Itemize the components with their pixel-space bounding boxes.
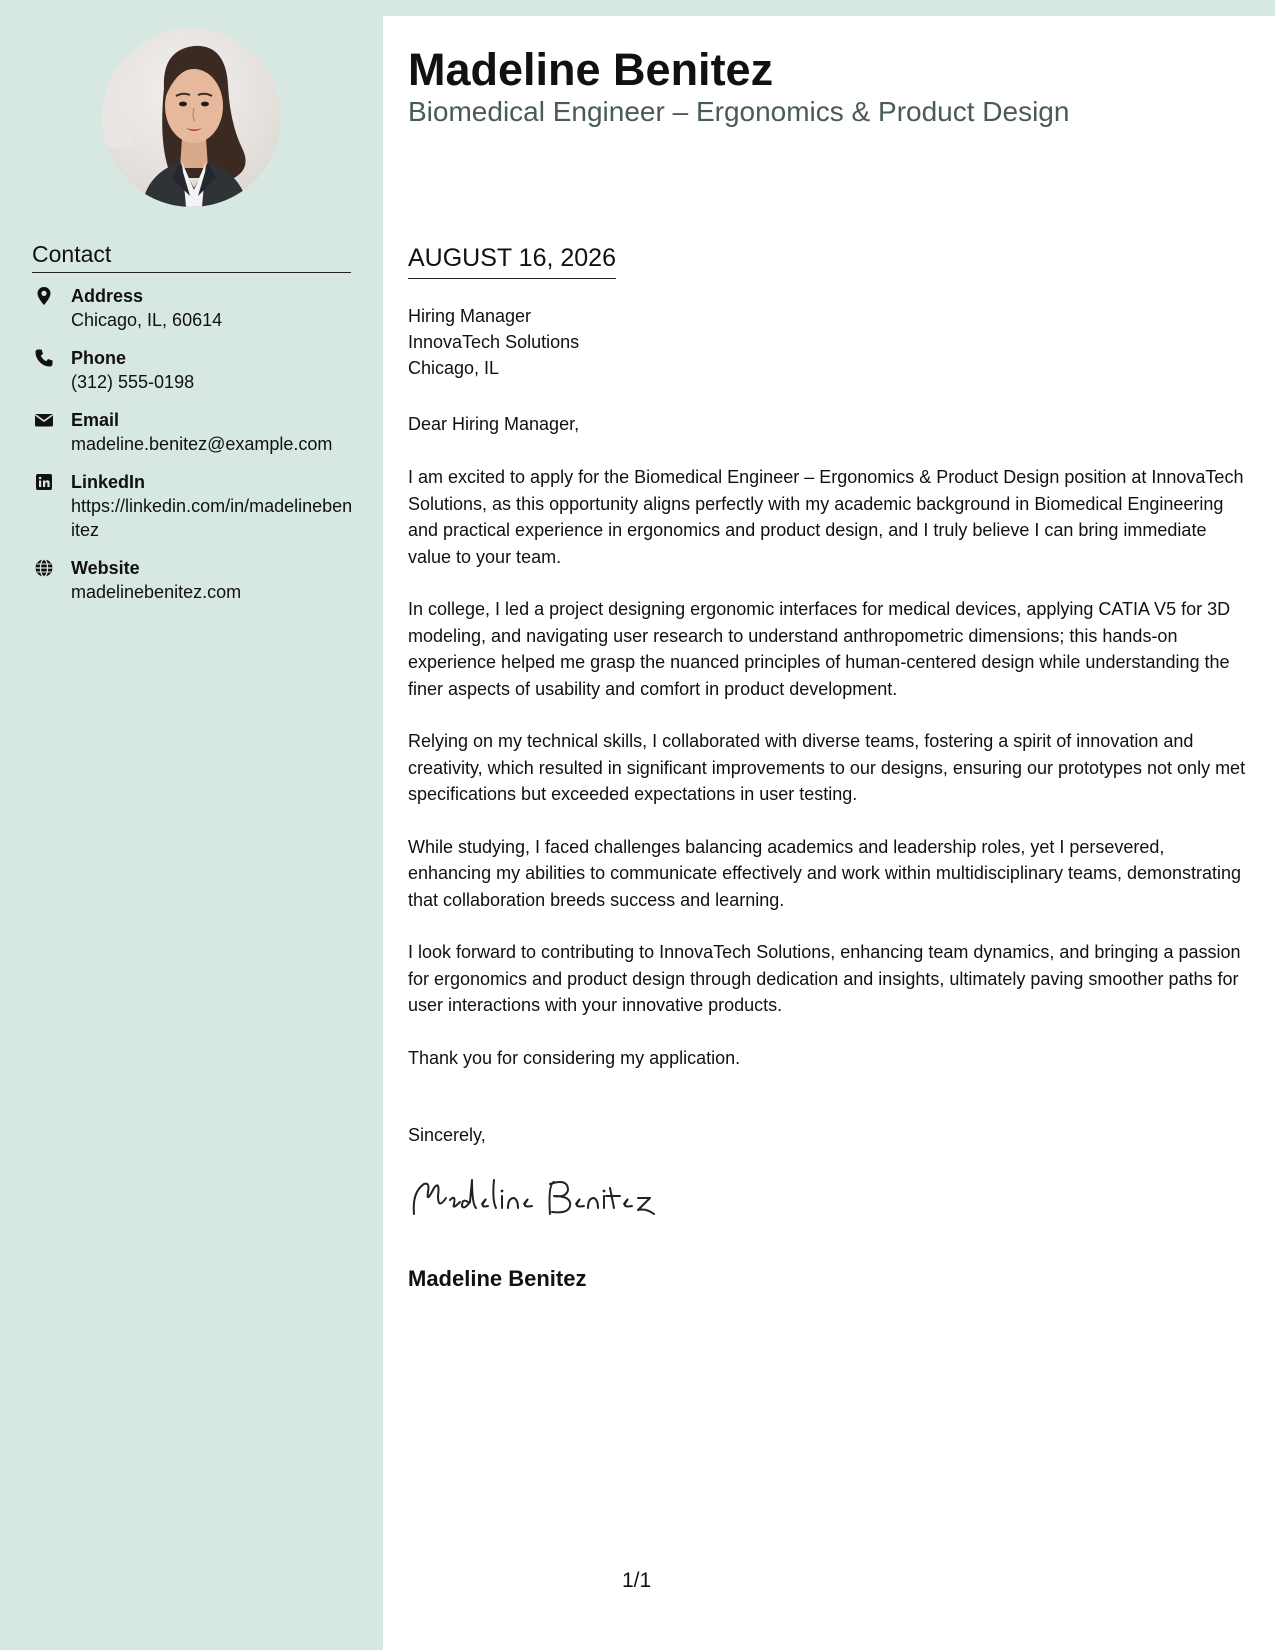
contact-label: Email — [71, 410, 120, 430]
contact-list — [32, 284, 362, 618]
body-paragraph: In college, I led a project designing ergonomic interfaces for medical devices, applying CATIA V5 for 3D modeling, and navigating user research to understand anthropometric dimensions; this hands-on experience helped me grasp the nuanced principles of human-centered design while understanding the finer aspects of usability and comfort in product development. — [408, 599, 1231, 699]
handwritten-signature — [408, 1174, 678, 1224]
envelope-icon — [34, 410, 54, 430]
address-value: Chicago, IL, 60614 — [71, 310, 223, 330]
phone-value: (312) 555-0198 — [71, 372, 195, 392]
contact-heading: Contact — [32, 240, 351, 273]
body-paragraph: While studying, I faced challenges balancing academics and leadership roles, yet I persevered, enhancing my abilities to communicate effectively and work within multidisciplinary teams, demonstrating that collaboration breeds success and learning. — [408, 836, 1242, 910]
body-paragraph: I am excited to apply for the Biomedical Engineer – Ergonomics & Product Design position at InnovaTech Solutions, as this opportunity aligns perfectly with my academic background in Biomedical Engineering and practical experience in ergonomics and product design, and I truly believe I can bring immediate value to your team. — [408, 467, 1244, 567]
contact-label: Website — [71, 558, 140, 578]
contact-item-email — [32, 408, 362, 456]
portrait-illustration — [102, 28, 281, 207]
contact-label: Address — [71, 286, 144, 306]
top-accent-strip — [0, 0, 1275, 16]
globe-icon — [34, 558, 54, 578]
contact-item-website — [32, 556, 362, 604]
website-link[interactable]: madelinebenitez.com — [71, 582, 242, 602]
job-title: Biomedical Engineer – Ergonomics & Product Design — [408, 96, 1070, 127]
letter-body — [408, 464, 1248, 1097]
recipient-location: Chicago, IL — [408, 358, 500, 378]
contact-label: LinkedIn — [71, 472, 146, 492]
applicant-name: Madeline Benitez — [408, 44, 774, 95]
email-link[interactable]: madeline.benitez@example.com — [71, 434, 333, 454]
body-paragraph: Relying on my technical skills, I collaborated with diverse teams, fostering a spirit of innovation and creativity, which resulted in significant improvements to our designs, ensuring our prototypes not only met specifications but exceeded expectations in user testing. — [408, 731, 1246, 804]
phone-icon — [34, 348, 54, 368]
profile-photo — [102, 28, 281, 207]
signature-scribble — [408, 1174, 678, 1224]
map-pin-icon — [34, 286, 54, 306]
recipient-block — [408, 303, 579, 381]
letter-date: AUGUST 16, 2026 — [408, 243, 616, 279]
linkedin-icon — [34, 472, 54, 492]
recipient-title: Hiring Manager — [408, 306, 532, 326]
signer-name: Madeline Benitez — [408, 1266, 587, 1291]
closing: Sincerely, — [408, 1125, 486, 1145]
page-number: 1/1 — [622, 1569, 652, 1592]
body-paragraph: I look forward to contributing to InnovaTech Solutions, enhancing team dynamics, and bringing a passion for ergonomics and product design through dedication and insights, ultimately paving smoother paths for user interactions with your innovative products. — [408, 942, 1241, 1015]
contact-item-phone — [32, 346, 362, 394]
contact-label: Phone — [71, 348, 127, 368]
salutation: Dear Hiring Manager, — [408, 414, 580, 434]
body-paragraph: Thank you for considering my application. — [408, 1047, 741, 1068]
linkedin-link[interactable]: https://linkedin.com/in/madelinebenitez — [71, 496, 353, 540]
contact-item-address — [32, 284, 362, 332]
recipient-company: InnovaTech Solutions — [408, 332, 580, 352]
contact-item-linkedin — [32, 470, 362, 542]
